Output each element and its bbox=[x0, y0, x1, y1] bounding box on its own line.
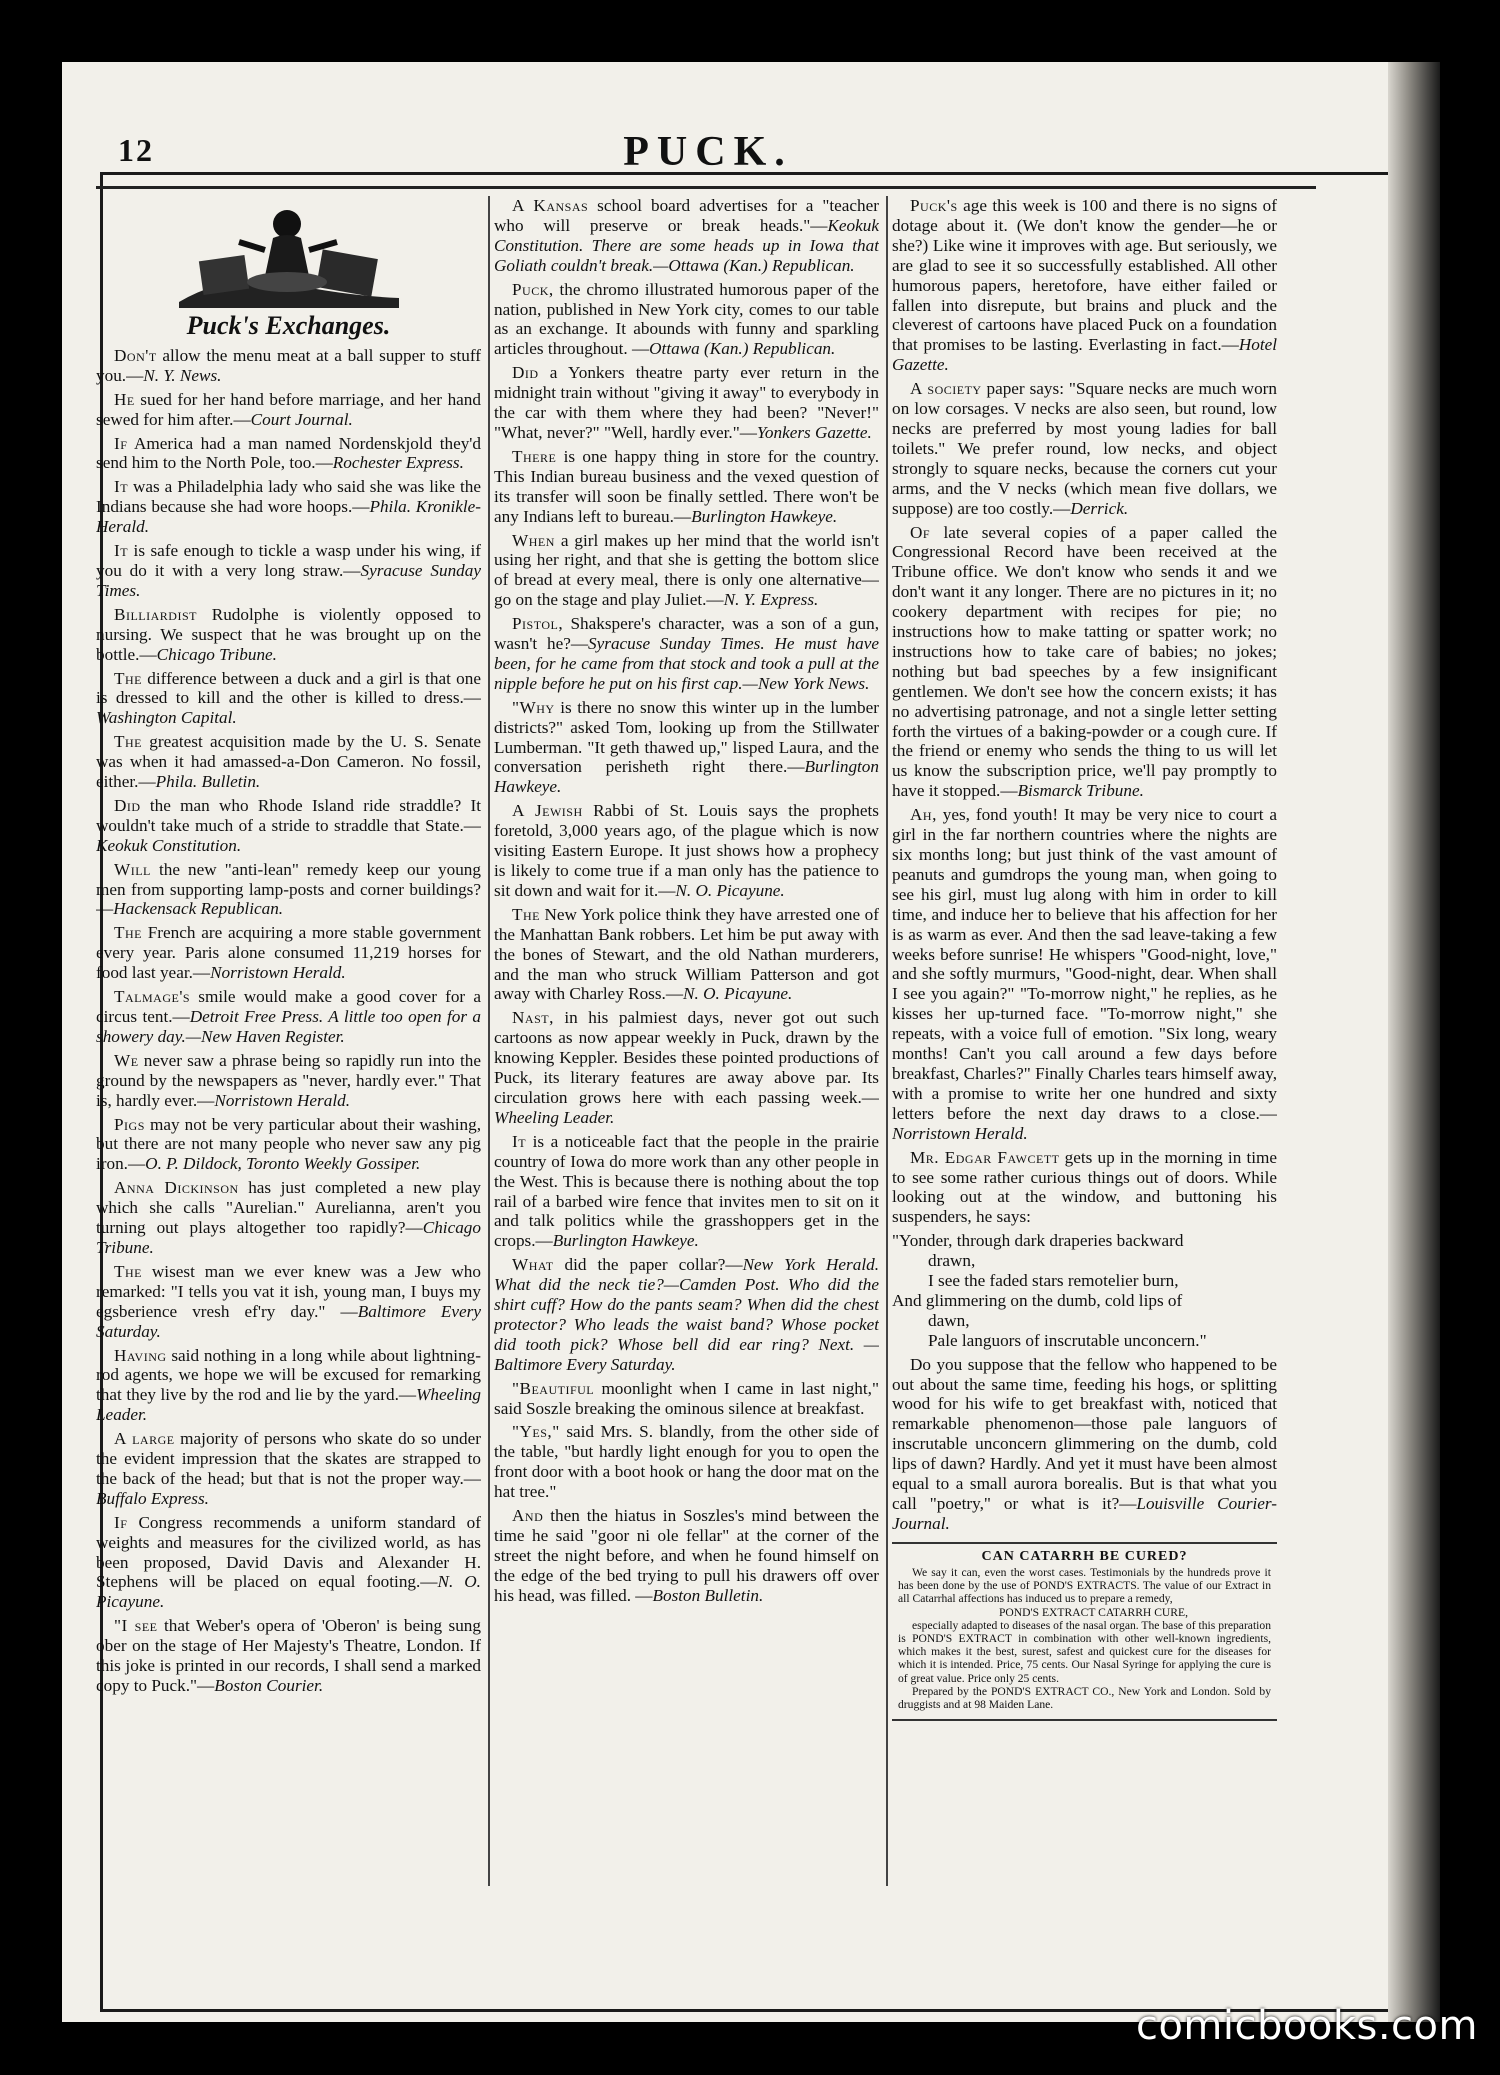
exchange-item bbox=[96, 1262, 481, 1342]
item-body: moonlight when I came in last night," said Soszle breaking the ominous silence at breakfast. bbox=[494, 1378, 879, 1418]
exchange-item bbox=[96, 346, 481, 386]
item-lead: We bbox=[114, 1050, 139, 1070]
item-body: the chromo illustrated humorous paper of the nation, published in New York city, comes to our table as an exchange. It abounds with funny and sparkling articles throughout. — bbox=[494, 279, 879, 359]
item-source: N. O. Picayune. bbox=[683, 984, 793, 1004]
exchange-item bbox=[494, 447, 879, 527]
item-lead: The bbox=[114, 732, 142, 752]
item-body: Congress recommends a uniform standard of weights and measures for the civilized world, as has been proposed, David Davis and Alexander H. Stephens will be placed on equal footing.— bbox=[96, 1512, 481, 1592]
item-lead: A Kansas bbox=[512, 196, 589, 215]
item-body: said Mrs. S. blandly, from the other side of the table, "but hardly light enough for you to open the front door with a boot hook or hang the door mat on the hat tree." bbox=[494, 1422, 879, 1502]
item-lead: Puck, bbox=[512, 279, 554, 299]
item-lead: A society bbox=[910, 379, 982, 399]
exchange-item bbox=[892, 1355, 1277, 1534]
ad-product-name: POND'S EXTRACT CATARRH CURE, bbox=[998, 1605, 1189, 1619]
item-body: Rudolphe is violently opposed to nursing. We suspect that he was brought up on the bottle.— bbox=[96, 604, 481, 664]
item-lead: Talmage's bbox=[114, 987, 191, 1007]
exchange-item bbox=[96, 541, 481, 601]
exchange-item bbox=[96, 669, 481, 729]
exchange-item bbox=[494, 614, 879, 694]
exchange-item bbox=[96, 1178, 481, 1258]
exchange-item bbox=[96, 1051, 481, 1111]
item-source: Derrick. bbox=[1070, 498, 1129, 518]
item-source: Hotel Gazette. bbox=[892, 335, 1277, 375]
item-body: French are acquiring a more stable government every year. Paris alone consumed 11,219 horses for food last year.— bbox=[96, 923, 481, 983]
exchange-item bbox=[494, 1506, 879, 1606]
exchange-list bbox=[96, 346, 481, 1696]
item-source: Boston Bulletin. bbox=[652, 1585, 764, 1605]
item-source: Chicago Tribune. bbox=[96, 1218, 481, 1257]
item-source: Louisville Courier-Journal. bbox=[892, 1494, 1277, 1533]
puck-vignette-illustration bbox=[169, 202, 409, 314]
item-body: sued for her hand before marriage, and her hand sewed for him after.— bbox=[96, 389, 481, 429]
exchange-item bbox=[494, 1422, 879, 1502]
item-body: the man who Rhode Island ride straddle? It wouldn't take much of a stride to straddle that State.— bbox=[96, 795, 481, 835]
item-source: Detroit Free Press. A little too open for a showery day.—New Haven Register. bbox=[96, 1007, 481, 1046]
item-source: Boston Courier. bbox=[214, 1676, 324, 1695]
exchange-item bbox=[96, 923, 481, 983]
item-body: smile would make a good cover for a circus tent.— bbox=[96, 987, 481, 1026]
item-body: yes, fond youth! It may be very nice to court a girl in the far northern countries where the nights are six months long; but just think of the vast amount of peanuts and gumdrops the young man, when going to see his girl, must lug along with him in order to kill time, and induce her to believe that his affection for her is as warm as ever. And then the sad leave-taking a few weeks before sunrise! He whispers "Good-night, love," and she softly murmurs, "Good-night, dear. When shall I see you again?" "To-morrow night," he replies, as he kisses her up-turned face. "To-morrow night," she repeats, with a voice full of emotion. "Six long, weary months! Can't you call around a few days before breakfast, Charles?" Finally Charles tears himself away, with a promise to write her one hundred and sixty letters before the next day draws to a close.— bbox=[892, 805, 1277, 1123]
item-lead: "Why bbox=[512, 697, 555, 717]
item-body: was a Philadelphia lady who said she was like the Indians because she had wore hoops.— bbox=[96, 477, 481, 517]
exchange-item bbox=[494, 531, 879, 611]
exchange-item bbox=[494, 1255, 879, 1374]
item-body: did the paper collar?— bbox=[553, 1255, 743, 1275]
item-body: majority of persons who skate do so under the evident impression that the skates are strapped to the back of the head; but that is not the proper way.— bbox=[96, 1429, 481, 1488]
ad-paragraph: especially adapted to diseases of the nasal organ. The base of this preparation is POND'S EXTRACT in combination with other well-known ingredients, which makes it the best, surest, safest and quickest cure for the diseases for which it is intended. Price, 75 cents. Our Nasal Syringe for applying the cure is of great value. Price only 25 cents. bbox=[898, 1618, 1271, 1685]
exchange-item bbox=[892, 1148, 1277, 1228]
item-lead: It bbox=[114, 541, 129, 561]
item-lead: A Jewish bbox=[512, 801, 583, 821]
item-source: N. Y. Express. bbox=[723, 590, 819, 610]
ad-title: CAN CATARRH BE CURED? bbox=[981, 1548, 1188, 1564]
item-source: Norristown Herald. bbox=[214, 1090, 350, 1110]
exchange-item bbox=[96, 434, 481, 474]
exchange-item bbox=[892, 805, 1277, 1143]
item-source: Syracuse Sunday Times. bbox=[96, 560, 481, 600]
item-body: is there no snow this winter up in the lumber districts?" asked Tom, looking up from the Stillwater Lumberman. "It geth thawed up," lisped Laura, and the conversation perisheth right there.— bbox=[494, 697, 879, 777]
item-source: Baltimore Every Saturday. bbox=[96, 1301, 481, 1341]
item-lead: Will bbox=[114, 859, 151, 879]
exchange-item bbox=[494, 698, 879, 798]
item-body: Shakspere's character, was a son of a gun, wasn't he?— bbox=[494, 614, 879, 654]
item-lead: And bbox=[512, 1506, 544, 1526]
item-lead: A large bbox=[114, 1429, 175, 1449]
poem-line: "Yonder, through dark draperies backward bbox=[892, 1231, 1184, 1251]
item-source: Keokuk Constitution. bbox=[96, 835, 242, 855]
item-body: in his palmiest days, never got out such cartoons as now appear weekly in Puck, drawn by the knowing Keppler. Besides these pointed productions of Puck, its literary features are away above par. Its circulation grows here with each passing week.— bbox=[494, 1008, 879, 1107]
exchange-item bbox=[892, 379, 1277, 518]
exchange-item bbox=[96, 1346, 481, 1426]
poem-line: dawn, bbox=[928, 1310, 970, 1330]
item-lead: He bbox=[114, 389, 135, 409]
item-lead: "I see bbox=[114, 1616, 158, 1636]
item-source: N. O. Picayune. bbox=[96, 1572, 481, 1612]
item-body: age this week is 100 and there is no signs of dotage about it. (We don't know the gender—he or she?) Like wine it improves with age. But seriously, we are glad to see it so successfully established. All other humorous papers, heretofore, have either failed or fallen into disrepute, but brains and pluck and the cleverest of cartoons have placed Puck on a foundation that promises to be lasting. Everlasting in fact.— bbox=[892, 196, 1277, 355]
item-source: Chicago Tribune. bbox=[156, 644, 277, 664]
item-body: paper says: "Square necks are much worn on low corsages. V necks are also seen, but round, low necks are preferred by most young ladies for ball toilets." We prefer round, low necks, and object strongly to square necks, because the corners cut your arms, and the V necks (which mean five dollars, we suppose) are too costly.— bbox=[892, 379, 1277, 518]
item-body: Rabbi of St. Louis says the prophets foretold, 3,000 years ago, of the plague which is now visiting Eastern Europe. It just shows how a prophecy is likely to come true if a man only has the patience to sit down and wait for it.— bbox=[494, 801, 879, 900]
poem-line: And glimmering on the dumb, cold lips of bbox=[892, 1290, 1183, 1310]
item-source: O. P. Dildock, Toronto Weekly Gossiper. bbox=[145, 1154, 421, 1174]
item-source: Rochester Express. bbox=[332, 453, 464, 473]
item-body: wisest man we ever knew was a Jew who remarked: "I tells you vat it ish, young man, I buys my egsberience vresh ef'ry day." — bbox=[96, 1261, 481, 1321]
exchange-item bbox=[96, 860, 481, 920]
item-source: N. Y. News. bbox=[143, 365, 222, 385]
item-lead: The bbox=[114, 923, 142, 943]
poem-quote bbox=[892, 1231, 1277, 1350]
item-lead: Did bbox=[114, 795, 141, 815]
column-heading: Puck's Exchanges. bbox=[186, 311, 391, 340]
masthead-title: PUCK. bbox=[623, 129, 793, 175]
item-source: New York Herald. What did the neck tie?—Camden Post. Who did the shirt cuff? How do the pants seam? When did the chest protector? Who leads the waist band? Whose pocket did tooth pick? Whose bell did ear ring? Next. —Baltimore Every Saturday. bbox=[494, 1255, 879, 1374]
column-1 bbox=[96, 196, 481, 1886]
exchange-list bbox=[892, 196, 1277, 1227]
item-source: Wheeling Leader. bbox=[96, 1385, 481, 1425]
item-lead: The bbox=[512, 904, 540, 924]
poem-line: Pale languors of inscrutable unconcern." bbox=[928, 1330, 1207, 1350]
item-source: Norristown Herald. bbox=[210, 963, 346, 983]
item-body: may not be very particular about their washing, but there are not many people who never saw any pig iron.— bbox=[96, 1114, 481, 1174]
item-lead: The bbox=[114, 668, 142, 688]
item-lead: Billiardist bbox=[114, 604, 197, 624]
item-source: Court Journal. bbox=[250, 409, 353, 429]
item-lead: Did bbox=[512, 363, 539, 383]
item-lead: Anna Dickinson bbox=[114, 1178, 239, 1198]
item-source: Hackensack Republican. bbox=[113, 899, 284, 919]
item-body: greatest acquisition made by the U. S. Senate was when it had amassed-a-Don Cameron. No fossil, either.— bbox=[96, 732, 481, 792]
exchange-item bbox=[494, 905, 879, 1005]
page-header bbox=[118, 128, 1298, 182]
item-body: allow the menu meat at a ball supper to stuff you.— bbox=[96, 345, 481, 385]
item-lead: When bbox=[512, 530, 555, 550]
item-body: school board advertises for a "teacher who will preserve or break heads."— bbox=[494, 196, 879, 235]
advertisement bbox=[892, 1542, 1277, 1721]
exchange-item bbox=[96, 1115, 481, 1175]
item-body: then the hiatus in Soszles's mind between the time he said "goor ni ole fellar" at the corner of the street the night before, and when he found himself on the edge of the bed trying to pull his drawers off over his head, was filled. — bbox=[494, 1506, 879, 1605]
item-body: is a noticeable fact that the people in the prairie country of Iowa do more work than any other people in the West. This is because there is nothing about the top rail of a barbed wire fence that invites men to sit on it and talk politics while the grasshoppers get in the crops.— bbox=[494, 1131, 879, 1251]
exchange-item bbox=[96, 732, 481, 792]
exchange-item bbox=[96, 605, 481, 665]
poem-line: drawn, bbox=[928, 1251, 976, 1271]
item-lead: Pistol, bbox=[512, 614, 564, 634]
exchange-item bbox=[892, 196, 1277, 375]
item-source: Bismarck Tribune. bbox=[1017, 781, 1144, 801]
item-source: Wheeling Leader. bbox=[494, 1107, 615, 1127]
exchange-item bbox=[494, 1132, 879, 1251]
item-body: the new "anti-lean" remedy keep our young men from supporting lamp-posts and corner buildings?— bbox=[96, 859, 481, 919]
item-body: is one happy thing in store for the country. This Indian bureau business and the vexed question of its transfer will soon be finally settled. There won't be any Indians left to bureau.— bbox=[494, 446, 879, 526]
item-source: Phila. Bulletin. bbox=[155, 772, 261, 792]
item-lead: Mr. Edgar Fawcett bbox=[910, 1147, 1060, 1167]
item-source: Buffalo Express. bbox=[96, 1488, 209, 1508]
ad-paragraph: We say it can, even the worst cases. Testimonials by the hundreds prove it has been done by the use of POND'S EXTRACTS. The value of our Extract in all Catarrhal affections has induced us to prepare a remedy, bbox=[898, 1566, 1271, 1606]
item-lead: "Yes," bbox=[512, 1422, 560, 1442]
column-divider bbox=[886, 196, 888, 1886]
item-source: Burlington Hawkeye. bbox=[494, 757, 879, 797]
item-lead: Having bbox=[114, 1345, 167, 1365]
item-source: Keokuk Constitution. There are some heads up in Iowa that Goliath couldn't break.—Ottawa (Kan.) Republican. bbox=[494, 215, 879, 275]
item-source: Syracuse Sunday Times. He must have been, for he came from that stock and took a pull at the nipple before he put on his first cap.—New York News. bbox=[494, 634, 879, 693]
exchange-item bbox=[96, 1616, 481, 1696]
item-lead: Of bbox=[910, 522, 931, 542]
column-divider bbox=[488, 196, 490, 1886]
item-lead: "Beautiful bbox=[512, 1378, 595, 1398]
item-lead: If bbox=[114, 1512, 128, 1532]
item-body: a Yonkers theatre party ever return in the midnight train without "giving it away" to everybody in the car with them where they had been? "Never!" "What, never?" "Well, hardly ever."— bbox=[494, 363, 879, 442]
item-lead: What bbox=[512, 1255, 554, 1275]
header-rule bbox=[96, 186, 1316, 189]
watermark: comicbooks.com bbox=[1135, 2003, 1478, 2049]
item-body: late several copies of a paper called the Congressional Record have been received at the Tribune office. We don't know who sends it and we don't want it any longer. There are no pictures in it; no cookery department with recipes for pie; no instructions how to make tatting or spatter work; no instructions how to take care of babies; no jokes; nothing but bad speeches by a few insignificant gentlemen. We don't see how the concern exists; it has no advertising patronage, and not a single letter setting forth the virtues of a baking-powder or a cough cure. If the friend or enemy who sends the thing to us will let us know the subscription price, we'll pay promptly to have it stopped.— bbox=[892, 522, 1277, 801]
item-lead: Puck's bbox=[910, 196, 958, 215]
exchange-item bbox=[96, 796, 481, 856]
exchange-item bbox=[96, 477, 481, 537]
item-body: Do you suppose that the fellow who happened to be out about the same time, feeding his hogs, or splitting wood for his wife to get breakfast with, noticed that remarkable phenomenon—those pale languors of inscrutable unconcern glimmering on the dumb, cold lips of dawn? Hardly. And yet it must have been almost equal to a small aurora borealis. But is that what you call "poetry," or what is it?— bbox=[892, 1354, 1277, 1513]
item-lead: Ah, bbox=[910, 805, 937, 825]
item-source: N. O. Picayune. bbox=[675, 880, 785, 900]
column-3 bbox=[892, 196, 1277, 1886]
exchange-item bbox=[96, 987, 481, 1047]
item-body: difference between a duck and a girl is that one is dressed to kill and the other is killed to dress.— bbox=[96, 668, 481, 708]
item-body: that Weber's opera of 'Oberon' is being sung ober on the stage of Her Majesty's Theatre, London. If this joke is printed in our records, I shall send a marked copy to Puck."— bbox=[96, 1616, 481, 1695]
item-body: is safe enough to tickle a wasp under his wing, if you do it with a very long straw.— bbox=[96, 541, 481, 580]
item-body: a girl makes up her mind that the world isn't using her right, and that she is getting the bottom slice of bread at every meal, there is only one alternative—go on the stage and play Juliet.— bbox=[494, 530, 879, 610]
exchange-item bbox=[494, 280, 879, 360]
column-2 bbox=[494, 196, 879, 1886]
item-lead: Pigs bbox=[114, 1114, 145, 1134]
item-source: Phila. Kronikle-Herald. bbox=[96, 497, 481, 537]
item-lead: It bbox=[512, 1131, 527, 1151]
poem-line: I see the faded stars remotelier burn, bbox=[928, 1271, 1179, 1291]
exchange-item bbox=[96, 1513, 481, 1613]
exchange-list bbox=[494, 196, 879, 1606]
item-body: said nothing in a long while about lightning-rod agents, we hope we will be excused for remarking that they live by the rod and lie by the yard.— bbox=[96, 1345, 481, 1405]
page-number: 12 bbox=[118, 132, 154, 168]
exchange-item bbox=[494, 801, 879, 901]
item-source: Burlington Hawkeye. bbox=[691, 506, 838, 526]
item-lead: Don't bbox=[114, 345, 157, 365]
item-source: Ottawa (Kan.) Republican. bbox=[649, 339, 836, 359]
item-lead: There bbox=[512, 446, 557, 466]
item-body: America had a man named Nordenskjold they'd send him to the North Pole, too.— bbox=[96, 433, 481, 473]
item-lead: Nast, bbox=[512, 1008, 554, 1028]
item-lead: It bbox=[114, 477, 129, 497]
item-body: gets up in the morning in time to see some rather curious things out of doors. While looking out at the window, and buttoning his suspenders, he says: bbox=[892, 1147, 1277, 1227]
item-lead: If bbox=[114, 433, 128, 453]
exchange-item bbox=[494, 1008, 879, 1127]
item-body: never saw a phrase being so rapidly run into the ground by the newspapers as "never, hardly ever." That is, hardly ever.— bbox=[96, 1050, 481, 1110]
exchange-item bbox=[96, 1429, 481, 1509]
ad-paragraph: Prepared by the POND'S EXTRACT CO., New York and London. Sold by druggists and at 98 Maiden Lane. bbox=[898, 1684, 1271, 1712]
exchange-item bbox=[96, 390, 481, 430]
item-source: Washington Capital. bbox=[96, 708, 237, 728]
item-source: Norristown Herald. bbox=[892, 1123, 1028, 1143]
item-body: New York police think they have arrested one of the Manhattan Bank robbers. Let him be put away with the bones of Stewart, and the old Nathan murderers, and the man who struck William Patterson and got away with Charley Ross.— bbox=[494, 904, 879, 1004]
exchange-item bbox=[494, 1379, 879, 1419]
exchange-item bbox=[494, 363, 879, 443]
item-lead: The bbox=[114, 1261, 142, 1281]
item-source: Burlington Hawkeye. bbox=[552, 1231, 699, 1251]
page-fold-shadow bbox=[1388, 62, 1440, 2022]
item-body: has just completed a new play which she calls "Aurelian." Aurelianna, aren't you turning out plays altogether too rapidly?— bbox=[96, 1178, 481, 1238]
exchange-item bbox=[494, 196, 879, 276]
exchange-item bbox=[892, 523, 1277, 802]
item-source: Yonkers Gazette. bbox=[756, 422, 872, 442]
